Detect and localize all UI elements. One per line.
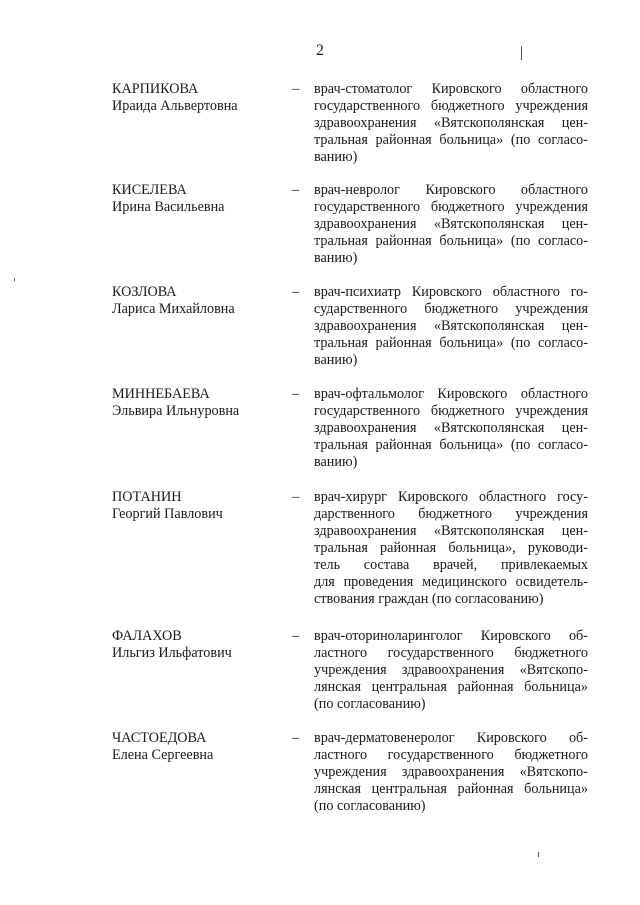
commission-member [112, 386, 592, 471]
dash-separator: – [292, 386, 300, 402]
position-line: ванию) [314, 149, 358, 165]
position-line: тральная районная больница» (по согласо- [314, 437, 588, 453]
position-line: учреждения здравоохранения «Вятскопо- [314, 662, 588, 678]
member-position [314, 730, 588, 815]
member-surname: КАРПИКОВА [112, 81, 199, 97]
commission-member [112, 182, 592, 267]
dash-separator: – [292, 628, 300, 644]
member-surname: ФАЛАХОВ [112, 628, 182, 644]
member-given-name: Ирина Васильевна [112, 199, 225, 215]
member-name [112, 182, 292, 216]
position-line: тель состава врачей, привлекаемых [314, 557, 588, 573]
member-surname: КИСЕЛЕВА [112, 182, 187, 198]
position-line: лянская центральная районная больница» [314, 781, 588, 797]
commission-member [112, 284, 592, 369]
member-name [112, 81, 292, 115]
position-line: врач-оториноларинголог Кировского об- [314, 628, 588, 644]
position-line: ванию) [314, 352, 358, 368]
position-line: дарственного бюджетного учреждения [314, 506, 588, 522]
dash-separator: – [292, 730, 300, 746]
scan-artifact [538, 852, 539, 857]
position-line: тральная районная больница» (по согласо- [314, 132, 588, 148]
dash-separator: – [292, 489, 300, 505]
scan-artifact [521, 46, 522, 60]
dash-separator: – [292, 284, 300, 300]
position-line: лянская центральная районная больница» [314, 679, 588, 695]
scan-artifact [14, 278, 15, 281]
position-line: здравоохранения «Вятскополянская цен- [314, 115, 588, 131]
member-position [314, 489, 588, 608]
position-line: (по согласованию) [314, 798, 426, 814]
member-surname: ПОТАНИН [112, 489, 182, 505]
member-name [112, 730, 292, 764]
commission-member [112, 730, 592, 815]
position-line: (по согласованию) [314, 696, 426, 712]
member-given-name: Георгий Павлович [112, 506, 223, 522]
position-line: врач-офтальмолог Кировского областного [314, 386, 588, 402]
member-given-name: Лариса Михайловна [112, 301, 235, 317]
member-position [314, 182, 588, 267]
position-line: врач-дерматовенеролог Кировского об- [314, 730, 588, 746]
position-line: врач-невролог Кировского областного [314, 182, 588, 198]
position-line: государственного бюджетного учреждения [314, 199, 588, 215]
position-line: учреждения здравоохранения «Вятскопо- [314, 764, 588, 780]
member-name [112, 489, 292, 523]
member-given-name: Эльвира Ильнуровна [112, 403, 240, 419]
position-line: ствования граждан (по согласованию) [314, 591, 544, 607]
member-given-name: Елена Сергеевна [112, 747, 214, 763]
position-line: здравоохранения «Вятскополянская цен- [314, 523, 588, 539]
dash-separator: – [292, 182, 300, 198]
position-line: тральная районная больница» (по согласо- [314, 233, 588, 249]
position-line: ванию) [314, 250, 358, 266]
position-line: тральная районная больница» (по согласо- [314, 335, 588, 351]
member-position [314, 81, 588, 166]
member-name [112, 628, 292, 662]
commission-member [112, 628, 592, 713]
member-name [112, 386, 292, 420]
position-line: ластного государственного бюджетного [314, 645, 588, 661]
position-line: врач-хирург Кировского областного госу- [314, 489, 588, 505]
position-line: здравоохранения «Вятскополянская цен- [314, 318, 588, 334]
position-line: здравоохранения «Вятскополянская цен- [314, 420, 588, 436]
position-line: для проведения медицинского освидетель- [314, 574, 588, 590]
position-line: здравоохранения «Вятскополянская цен- [314, 216, 588, 232]
position-line: тральная районная больница», руководи- [314, 540, 588, 556]
position-line: ластного государственного бюджетного [314, 747, 588, 763]
position-line: врач-стоматолог Кировского областного [314, 81, 588, 97]
member-given-name: Ираида Альвертовна [112, 98, 238, 114]
commission-member [112, 489, 592, 608]
member-name [112, 284, 292, 318]
page-number: 2 [316, 42, 324, 59]
position-line: государственного бюджетного учреждения [314, 403, 588, 419]
member-given-name: Ильгиз Ильфатович [112, 645, 232, 661]
position-line: государственного бюджетного учреждения [314, 98, 588, 114]
position-line: ванию) [314, 454, 358, 470]
dash-separator: – [292, 81, 300, 97]
position-line: врач-психиатр Кировского областного го- [314, 284, 588, 300]
member-position [314, 628, 588, 713]
member-surname: ЧАСТОЕДОВА [112, 730, 207, 746]
member-surname: КОЗЛОВА [112, 284, 177, 300]
commission-member [112, 81, 592, 166]
member-position [314, 284, 588, 369]
position-line: сударственного бюджетного учреждения [314, 301, 588, 317]
member-position [314, 386, 588, 471]
member-surname: МИННЕБАЕВА [112, 386, 210, 402]
